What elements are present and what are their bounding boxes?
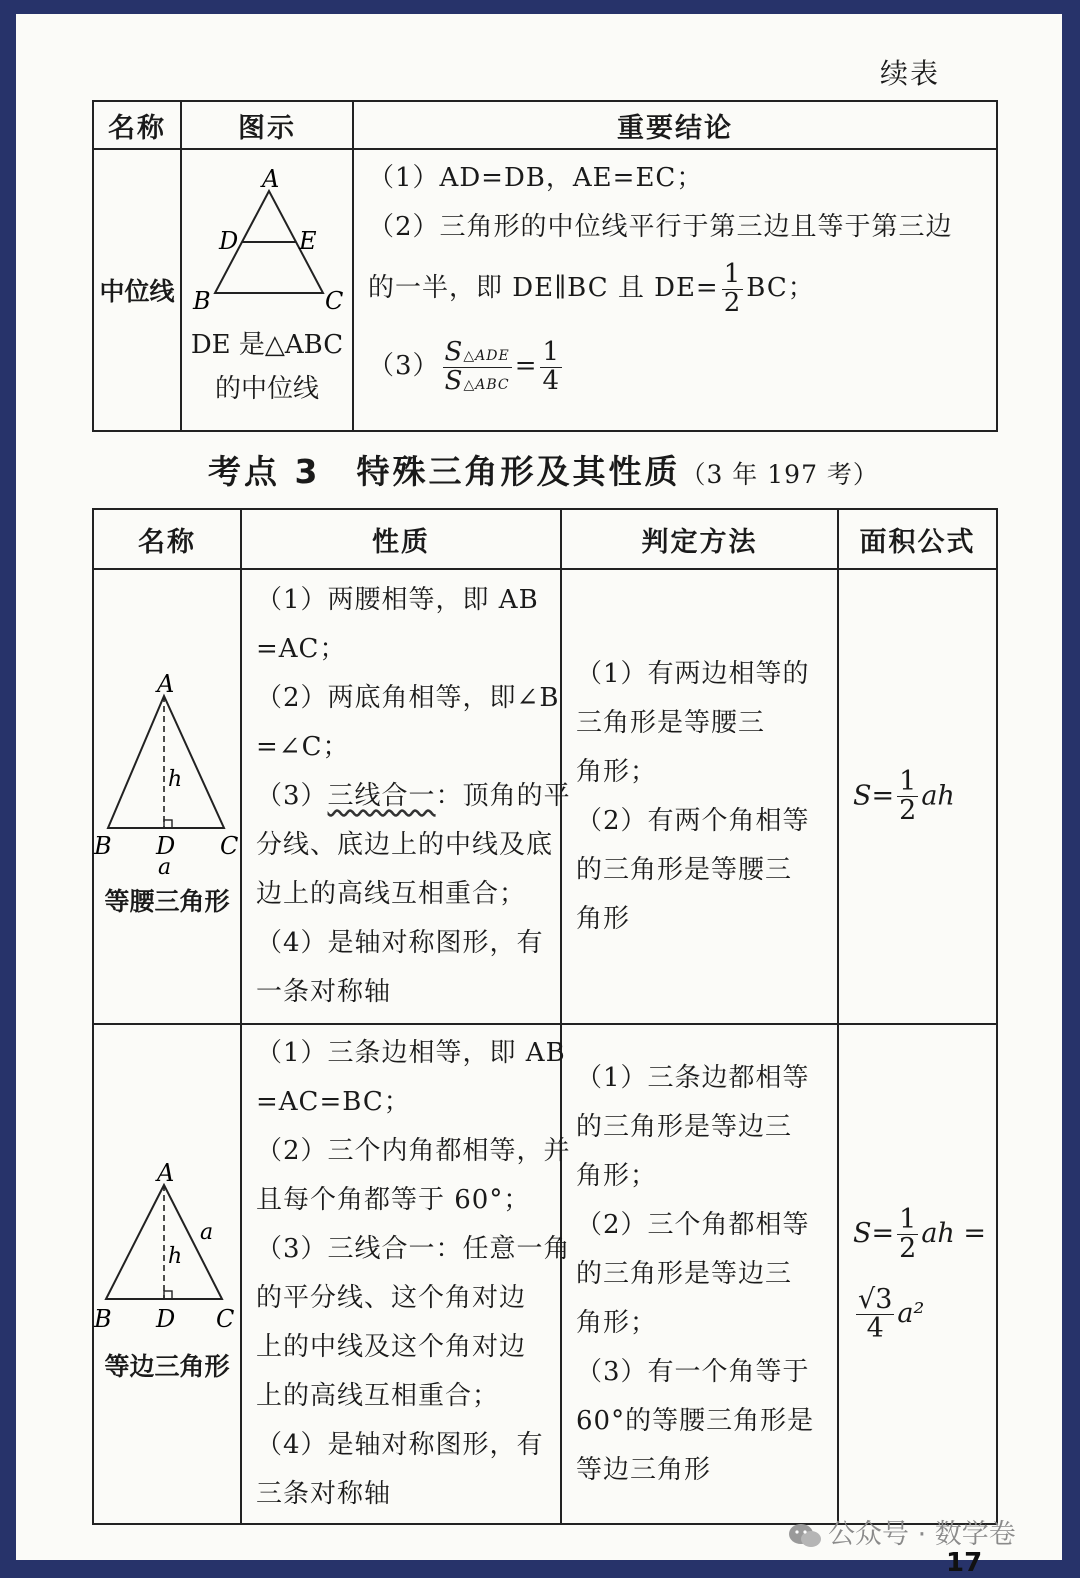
section-title-text: 考点 3 特殊三角形及其性质 xyxy=(208,452,681,491)
iso-label-h: h xyxy=(168,766,183,792)
eq-label-side: a xyxy=(200,1220,214,1245)
equilateral-row xyxy=(93,1024,997,1524)
iso-label-d: D xyxy=(156,831,176,860)
special-triangles-table xyxy=(92,508,998,1525)
isosceles-area xyxy=(838,569,997,1024)
iso-area-post: ah xyxy=(921,780,955,811)
area-ratio-den: S xyxy=(444,365,464,396)
eq-method-line: （2）三个角都相等 xyxy=(576,1209,810,1240)
eq-label-c: C xyxy=(216,1305,235,1333)
quarter-denominator: 4 xyxy=(542,365,561,396)
iso-label-c: C xyxy=(220,831,239,860)
eq-area-line2 xyxy=(853,1274,996,1354)
page-number: 17 xyxy=(946,1548,983,1578)
midline-caption xyxy=(182,323,352,411)
area-ratio-eq: = xyxy=(514,351,538,381)
eq-label-a: A xyxy=(157,1159,175,1187)
table1-header-row xyxy=(93,101,997,149)
eq-prop-line: （3）三线合一：任意一角 xyxy=(256,1234,571,1264)
iso-prop-line: （1）两腰相等，即 AB xyxy=(256,585,539,615)
textbook-page xyxy=(16,14,1062,1578)
iso-method-line: （2）有两个角相等 xyxy=(576,805,810,836)
midline-conclusions xyxy=(353,149,997,431)
conclusion-2b xyxy=(368,252,986,324)
eq-method-line: （1）三条边都相等 xyxy=(576,1062,810,1093)
table1-header-figure: 图示 xyxy=(181,101,353,149)
isosceles-properties xyxy=(241,569,571,1024)
eq-method-line: 角形； xyxy=(576,1307,658,1338)
iso-prop-line: 分线、底边上的中线及底 xyxy=(256,830,554,860)
table2-header-methods: 判定方法 xyxy=(561,509,838,569)
eq-area2-den: 4 xyxy=(866,1313,884,1344)
eq-prop-line: 三条对称轴 xyxy=(256,1479,392,1509)
iso-method-line: 角形； xyxy=(576,756,658,787)
midline-caption-line2: 的中位线 xyxy=(214,374,319,404)
eq-area-den: 2 xyxy=(899,1233,917,1264)
watermark xyxy=(788,1512,1016,1551)
eq-label-h: h xyxy=(168,1244,183,1269)
eq-area-num: 1 xyxy=(899,1203,917,1235)
label-e: E xyxy=(299,227,317,255)
watermark-text: 公众号 · 数学卷 xyxy=(828,1519,1016,1550)
eq-area-line1 xyxy=(853,1194,996,1274)
eq-area2-num: √3 xyxy=(858,1283,893,1315)
equilateral-properties xyxy=(241,1024,571,1524)
eq-area2-post: a² xyxy=(897,1298,925,1329)
midline-table xyxy=(92,100,998,432)
eq-prop-line: 且每个角都等于 60°； xyxy=(256,1185,531,1215)
section-title-note: （3 年 197 考） xyxy=(680,460,879,489)
wechat-icon xyxy=(788,1523,822,1549)
iso-prop-line: =AC； xyxy=(256,634,347,664)
eq-area-pre: S= xyxy=(853,1218,895,1249)
iso-method-line: （1）有两边相等的 xyxy=(576,658,810,689)
iso-method-line: 的三角形是等腰三 xyxy=(576,854,793,885)
conclusion-2b-tail: BC； xyxy=(746,273,815,303)
midline-figure-cell xyxy=(181,149,353,431)
iso-label-a: A xyxy=(157,669,175,698)
table1-header-conclusion: 重要结论 xyxy=(353,101,997,149)
conclusion-2: （2）三角形的中位线平行于第三边且等于第三边 xyxy=(368,212,953,242)
iso-label-a-base: a xyxy=(158,854,172,880)
eq-prop-line: 上的中线及这个角对边 xyxy=(256,1332,527,1362)
equilateral-name: 等边三角形 xyxy=(104,1352,230,1381)
midline-name: 中位线 xyxy=(93,149,181,431)
conclusion-2b-text: 的一半，即 DE∥BC 且 DE= xyxy=(368,273,719,303)
area-ratio-num: S xyxy=(444,337,464,368)
equilateral-triangle-figure xyxy=(94,1159,240,1341)
half-numerator: 1 xyxy=(723,259,742,290)
eq-method-line: 的三角形是等边三 xyxy=(576,1111,793,1142)
wavy-term: 三线合一 xyxy=(327,781,436,811)
equilateral-area xyxy=(838,1024,997,1524)
conclusion-3 xyxy=(368,324,986,408)
isosceles-triangle-figure xyxy=(94,669,240,880)
iso-prop-line-wavy: （3）三线合一：顶角的平 xyxy=(256,781,571,811)
iso-method-line: 三角形是等腰三 xyxy=(576,707,766,738)
half-denominator: 2 xyxy=(723,287,742,318)
midline-caption-line1: DE 是△ABC xyxy=(190,330,344,360)
eq-label-d: D xyxy=(156,1305,176,1333)
iso-area-pre: S= xyxy=(853,780,895,811)
label-a: A xyxy=(262,165,280,193)
table1-header-name: 名称 xyxy=(93,101,181,149)
table2-header-name: 名称 xyxy=(93,509,241,569)
midline-triangle-figure xyxy=(187,165,347,319)
iso-area-num: 1 xyxy=(899,765,917,797)
equilateral-figure-cell xyxy=(93,1024,241,1524)
eq-prop-line: （4）是轴对称图形，有 xyxy=(256,1430,544,1460)
table2-header-properties: 性质 xyxy=(241,509,561,569)
eq-method-line: 60°的等腰三角形是 xyxy=(576,1405,815,1436)
iso-method-line: 角形 xyxy=(576,903,631,934)
iso-label-b: B xyxy=(94,831,112,860)
label-b: B xyxy=(193,287,211,315)
conclusion-1: （1）AD=DB，AE=EC； xyxy=(368,163,704,193)
eq-prop-line: 上的高线互相重合； xyxy=(256,1381,500,1411)
area-ratio-num-sub: △ADE xyxy=(463,348,510,365)
section-title xyxy=(208,446,879,493)
iso-prop-line: 一条对称轴 xyxy=(256,977,392,1007)
eq-prop-line: （1）三条边相等，即 AB xyxy=(256,1038,566,1068)
eq-method-line: （3）有一个角等于 xyxy=(576,1356,810,1387)
quarter-numerator: 1 xyxy=(542,337,561,368)
isosceles-name: 等腰三角形 xyxy=(104,886,230,916)
area-ratio-den-sub: △ABC xyxy=(463,376,510,393)
label-d: D xyxy=(219,227,239,255)
isosceles-figure-cell xyxy=(93,569,241,1024)
isosceles-row xyxy=(93,569,997,1024)
equilateral-methods xyxy=(561,1024,838,1524)
eq-method-line: 角形； xyxy=(576,1160,658,1191)
label-c: C xyxy=(325,287,344,315)
iso-prop-line: 边上的高线互相重合； xyxy=(256,879,527,909)
conclusion-3-label: （3） xyxy=(368,351,440,381)
eq-area-post: ah = xyxy=(921,1218,987,1249)
eq-prop-line: （2）三个内角都相等，并 xyxy=(256,1136,571,1166)
table2-header-area: 面积公式 xyxy=(838,509,997,569)
iso-area-den: 2 xyxy=(899,795,917,826)
eq-prop-line: 的平分线、这个角对边 xyxy=(256,1283,527,1313)
eq-prop-line: =AC=BC； xyxy=(256,1087,411,1117)
table1-midline-row xyxy=(93,149,997,431)
eq-method-line: 的三角形是等边三 xyxy=(576,1258,793,1289)
iso-prop-line: （2）两底角相等，即∠B xyxy=(256,683,560,713)
continued-label: 续表 xyxy=(879,57,940,90)
eq-label-b: B xyxy=(94,1305,112,1333)
iso-prop-line: （4）是轴对称图形，有 xyxy=(256,928,544,958)
eq-method-line: 等边三角形 xyxy=(576,1454,712,1485)
isosceles-methods xyxy=(561,569,838,1024)
iso-prop-line: =∠C； xyxy=(256,732,350,762)
table2-header-row xyxy=(93,509,997,569)
